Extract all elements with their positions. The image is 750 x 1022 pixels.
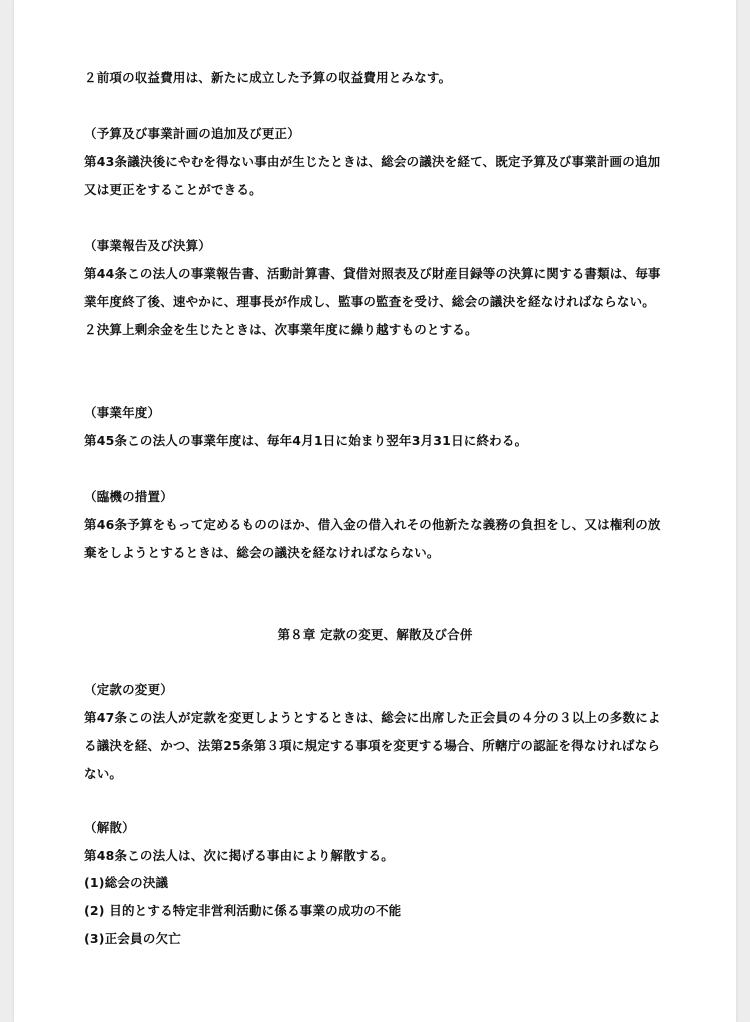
article44-line2: 業年度終了後、速やかに、理事長が作成し、監事の監査を受け、総会の議決を経なければならない。 bbox=[84, 294, 656, 309]
article46-line2: 棄をしようとするときは、総会の議決を経なければならない。 bbox=[84, 545, 440, 560]
article43-line1: 第43条議決後にやむを得ない事由が生じたときは、総会の議決を経て、既定予算及び事業計画の追加 bbox=[84, 154, 661, 169]
article46-heading: （臨機の措置） bbox=[84, 489, 173, 504]
article44-heading: （事業報告及び決算） bbox=[84, 238, 212, 253]
article46-line1: 第46条予算をもって定めるもののほか、借入金の借入れその他新たな義務の負担をし、又は権利の放 bbox=[84, 517, 661, 532]
chapter8-title: 第８章 定款の変更、解散及び合併 bbox=[277, 627, 473, 642]
article43-line2: 又は更正をすることができる。 bbox=[84, 182, 262, 197]
article45-line1: 第45条この法人の事業年度は、毎年4月1日に始まり翌年3月31日に終わる。 bbox=[84, 433, 528, 448]
article48-item1: (1)総会の決議 bbox=[84, 875, 169, 890]
article44-line1: 第44条この法人の事業報告書、活動計算書、貸借対照表及び財産目録等の決算に関する書類は、毎事 bbox=[84, 266, 661, 281]
article43-heading: （予算及び事業計画の追加及び更正） bbox=[84, 126, 300, 141]
article47-line2: る議決を経、かつ、法第25条第３項に規定する事項を変更する場合、所轄庁の認証を得なければなら bbox=[84, 738, 661, 753]
article47-line1: 第47条この法人が定款を変更しようとするときは、総会に出席した正会員の４分の３以上の多数によ bbox=[84, 710, 661, 725]
article47-line3: ない。 bbox=[84, 766, 123, 781]
article48-heading: （解散） bbox=[84, 820, 135, 835]
article48-line1: 第48条この法人は、次に掲げる事由により解散する。 bbox=[84, 848, 394, 863]
article48-item2: (2) 目的とする特定非営利活動に係る事業の成功の不能 bbox=[84, 903, 402, 918]
article48-item3: (3)正会員の欠亡 bbox=[84, 931, 181, 946]
article42-paragraph2: ２前項の収益費用は、新たに成立した予算の収益費用とみなす。 bbox=[84, 70, 452, 85]
article44-line3: ２決算上剰余金を生じたときは、次事業年度に繰り越すものとする。 bbox=[84, 322, 478, 337]
document-page bbox=[14, 0, 736, 1022]
article47-heading: （定款の変更） bbox=[84, 682, 173, 697]
article45-heading: （事業年度） bbox=[84, 405, 161, 420]
